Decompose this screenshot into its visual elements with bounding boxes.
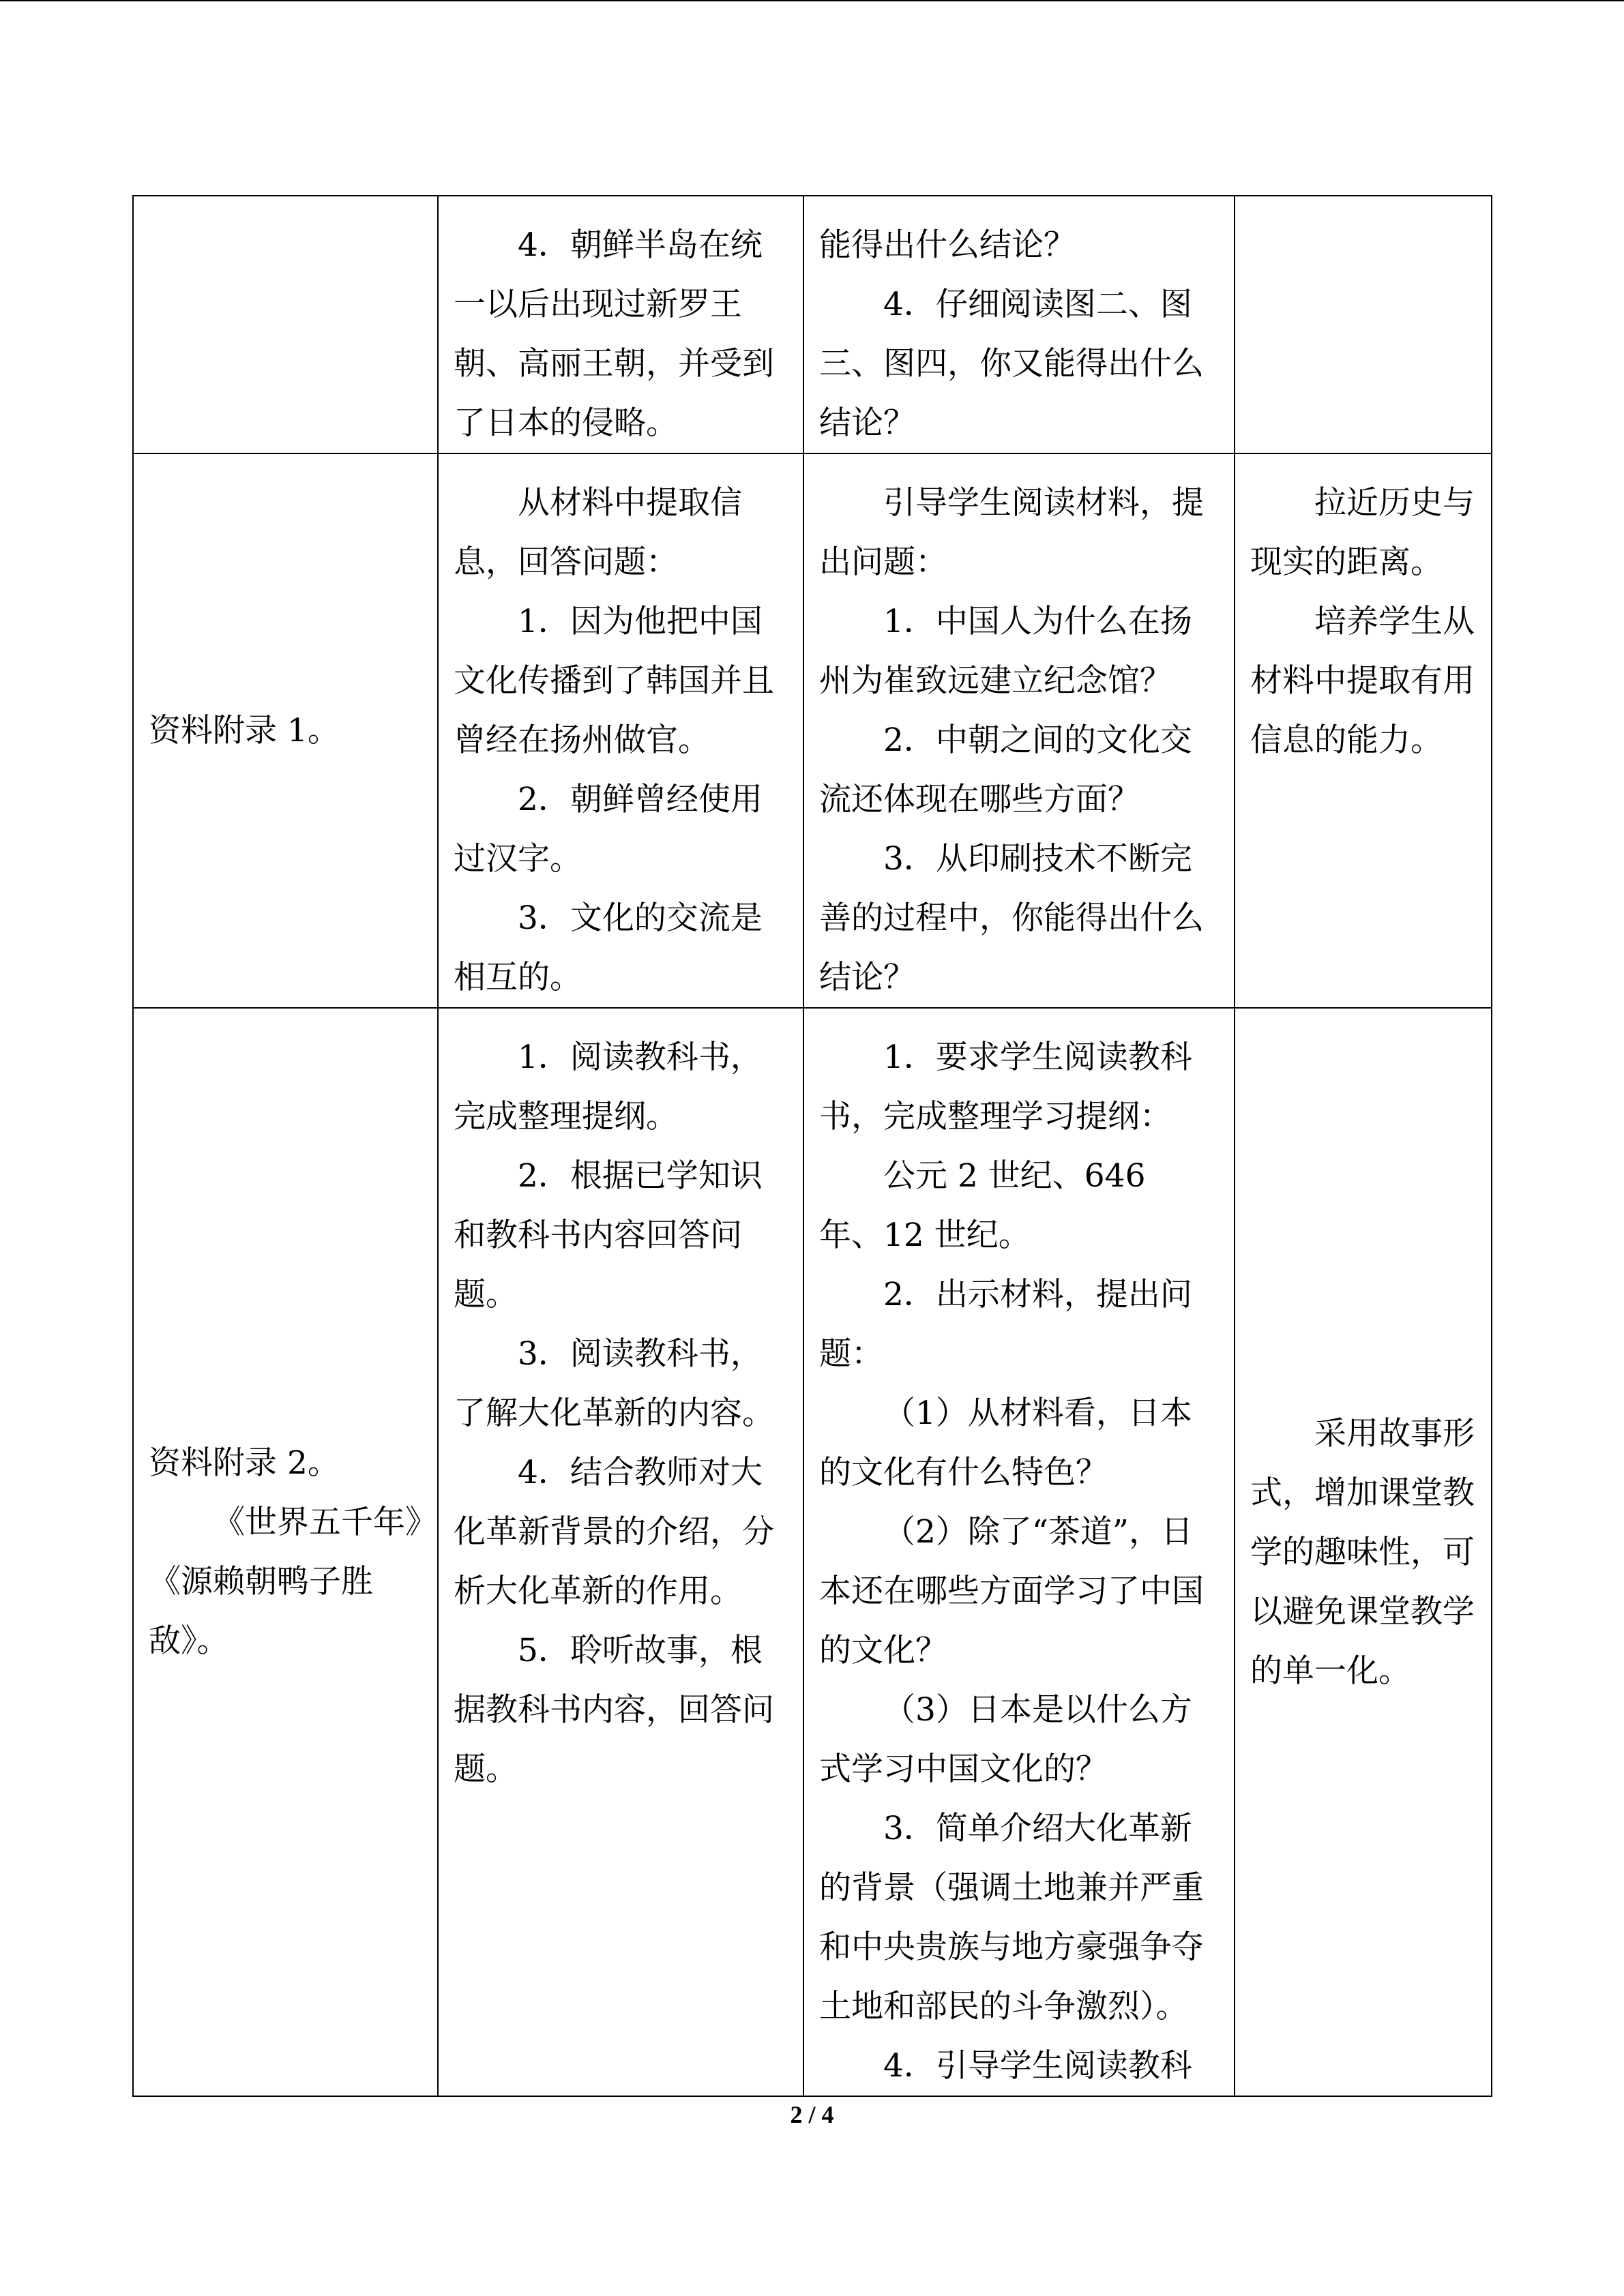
cell-paragraph: 《世界五千年》《源赖朝鸭子胜敌》。 [149, 1504, 422, 1660]
cell-paragraph: 2．朝鲜曾经使用过汉字。 [454, 781, 763, 878]
cell-paragraph: 能得出什么结论？ [819, 226, 1076, 264]
cell-paragraph: 5．聆听故事，根据教科书内容，回答问题。 [454, 1632, 774, 1788]
cell-paragraph: 2．根据已学知识和教科书内容回答问题。 [454, 1157, 763, 1313]
cell-paragraph: （3）日本是以什么方式学习中国文化的？ [819, 1691, 1192, 1788]
lesson-plan-table [132, 195, 1492, 2097]
table-cell-teacher-activity [803, 1008, 1235, 2096]
table-cell-teacher-activity [803, 196, 1235, 453]
cell-paragraph: 从材料中提取信息，回答问题： [454, 484, 742, 581]
table-cell-material [133, 453, 438, 1008]
cell-paragraph: 3．简单介绍大化革新的背景（强调土地兼并严重和中央贵族与地方豪强争夺土地和部民的斗争激烈）。 [819, 1810, 1204, 2025]
table-cell-student-activity [438, 1008, 803, 2096]
table-cell-material [133, 1008, 438, 2096]
cell-paragraph: 2．中朝之间的文化交流还体现在哪些方面？ [819, 721, 1192, 818]
cell-paragraph: 3．阅读教科书，了解大化革新的内容。 [454, 1335, 774, 1432]
cell-paragraph: 培养学生从材料中提取有用信息的能力。 [1250, 603, 1475, 759]
table-cell-student-activity [438, 196, 803, 453]
cell-paragraph: 3．文化的交流是相互的。 [454, 899, 763, 996]
page-top-rule [0, 0, 1624, 1]
cell-paragraph: 资料附录 2。 [149, 1444, 340, 1482]
cell-paragraph: （2）除了“茶道”，日本还在哪些方面学习了中国的文化？ [819, 1513, 1204, 1669]
table-cell-design-intent [1235, 196, 1492, 453]
cell-paragraph: 4．朝鲜半岛在统一以后出现过新罗王朝、高丽王朝，并受到了日本的侵略。 [454, 226, 774, 442]
cell-paragraph: 1．因为他把中国文化传播到了韩国并且曾经在扬州做官。 [454, 603, 774, 759]
table-cell-student-activity [438, 453, 803, 1008]
table-row [133, 196, 1492, 453]
cell-paragraph: 3．从印刷技术不断完善的过程中，你能得出什么结论？ [819, 840, 1204, 996]
table-cell-teacher-activity [803, 453, 1235, 1008]
table-row [133, 453, 1492, 1008]
cell-paragraph: 2．出示材料，提出问题： [819, 1276, 1192, 1373]
table-row [133, 1008, 1492, 2096]
cell-paragraph: 1．中国人为什么在扬州为崔致远建立纪念馆？ [819, 603, 1192, 700]
cell-paragraph: 4．仔细阅读图二、图三、图四，你又能得出什么结论？ [819, 286, 1204, 442]
cell-paragraph: （1）从材料看，日本的文化有什么特色？ [819, 1395, 1192, 1491]
table-cell-design-intent [1235, 453, 1492, 1008]
cell-paragraph: 4．引导学生阅读教科 [883, 2047, 1192, 2085]
cell-paragraph: 资料附录 1。 [149, 712, 340, 749]
cell-paragraph: 4．结合教师对大化革新背景的介绍，分析大化革新的作用。 [454, 1454, 774, 1610]
table-cell-material [133, 196, 438, 453]
table-cell-design-intent [1235, 1008, 1492, 2096]
cell-paragraph: 1．要求学生阅读教科书，完成整理学习提纲： [819, 1039, 1192, 1135]
cell-paragraph: 引导学生阅读材料，提出问题： [819, 484, 1204, 581]
page-number: 2 / 4 [790, 2101, 834, 2128]
cell-paragraph: 公元 2 世纪、646 年、12 世纪。 [819, 1157, 1146, 1254]
cell-paragraph: 拉近历史与现实的距离。 [1250, 484, 1475, 581]
cell-paragraph: 采用故事形式，增加课堂教学的趣味性，可以避免课堂教学的单一化。 [1250, 1414, 1475, 1690]
cell-paragraph: 1．阅读教科书，完成整理提纲。 [454, 1039, 763, 1135]
